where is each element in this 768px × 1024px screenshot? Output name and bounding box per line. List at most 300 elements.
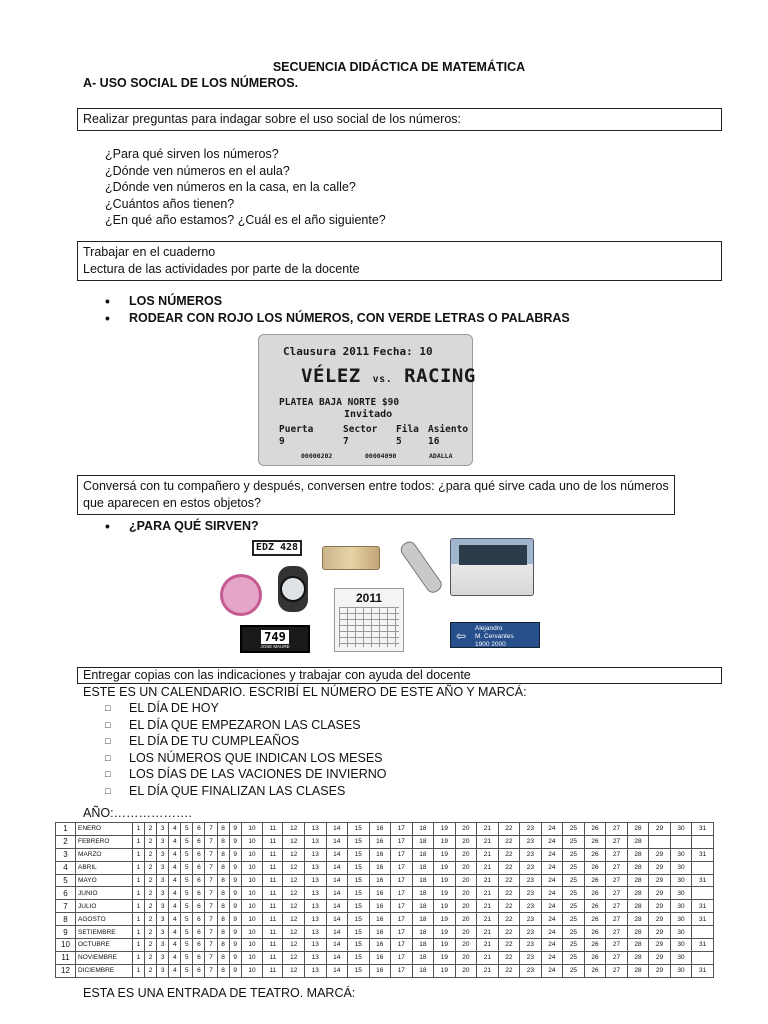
calendar-day-cell[interactable] [692,951,714,964]
calendar-day-cell[interactable]: 22 [498,964,520,977]
calendar-day-cell[interactable]: 25 [563,874,585,887]
calendar-day-cell[interactable]: 17 [391,951,413,964]
calendar-day-cell[interactable]: 24 [541,887,563,900]
calendar-day-cell[interactable]: 30 [670,913,692,926]
calendar-day-cell[interactable]: 31 [692,848,714,861]
calendar-day-cell[interactable]: 25 [563,887,585,900]
calendar-day-cell[interactable]: 10 [241,823,263,836]
calendar-day-cell[interactable]: 28 [627,939,649,952]
calendar-day-cell[interactable]: 5 [181,951,193,964]
calendar-day-cell[interactable]: 11 [263,835,283,848]
calendar-day-cell[interactable]: 13 [304,887,326,900]
calendar-day-cell[interactable]: 2 [145,874,157,887]
calendar-day-cell[interactable]: 3 [157,951,169,964]
calendar-day-cell[interactable]: 21 [477,900,499,913]
calendar-day-cell[interactable]: 9 [229,861,241,874]
calendar-day-cell[interactable]: 14 [326,823,348,836]
calendar-day-cell[interactable]: 15 [348,926,370,939]
calendar-day-cell[interactable]: 29 [649,913,671,926]
calendar-day-cell[interactable]: 13 [304,900,326,913]
calendar-day-cell[interactable]: 6 [193,913,205,926]
calendar-day-cell[interactable]: 26 [584,951,606,964]
calendar-day-cell[interactable]: 18 [412,848,434,861]
calendar-day-cell[interactable]: 9 [229,964,241,977]
calendar-day-cell[interactable]: 26 [584,874,606,887]
calendar-day-cell[interactable]: 21 [477,964,499,977]
calendar-day-cell[interactable]: 23 [520,887,542,900]
calendar-day-cell[interactable]: 11 [263,861,283,874]
calendar-day-cell[interactable]: 24 [541,951,563,964]
calendar-day-cell[interactable]: 27 [606,874,628,887]
calendar-day-cell[interactable]: 13 [304,861,326,874]
calendar-day-cell[interactable]: 30 [670,887,692,900]
calendar-day-cell[interactable] [692,835,714,848]
calendar-day-cell[interactable]: 13 [304,874,326,887]
calendar-day-cell[interactable]: 18 [412,900,434,913]
calendar-day-cell[interactable]: 23 [520,913,542,926]
calendar-day-cell[interactable]: 1 [133,823,145,836]
calendar-day-cell[interactable]: 28 [627,913,649,926]
calendar-day-cell[interactable]: 24 [541,926,563,939]
calendar-day-cell[interactable]: 22 [498,848,520,861]
calendar-day-cell[interactable]: 17 [391,887,413,900]
calendar-day-cell[interactable]: 1 [133,939,145,952]
calendar-day-cell[interactable] [692,887,714,900]
calendar-day-cell[interactable]: 19 [434,913,456,926]
calendar-day-cell[interactable]: 17 [391,823,413,836]
calendar-day-cell[interactable]: 28 [627,874,649,887]
calendar-day-cell[interactable]: 20 [455,823,477,836]
calendar-day-cell[interactable]: 3 [157,913,169,926]
calendar-day-cell[interactable]: 16 [369,939,391,952]
calendar-day-cell[interactable]: 10 [241,848,263,861]
calendar-day-cell[interactable]: 12 [283,874,305,887]
calendar-day-cell[interactable]: 3 [157,835,169,848]
calendar-day-cell[interactable]: 22 [498,913,520,926]
calendar-day-cell[interactable]: 25 [563,823,585,836]
calendar-day-cell[interactable]: 20 [455,964,477,977]
calendar-day-cell[interactable]: 21 [477,913,499,926]
calendar-day-cell[interactable]: 3 [157,964,169,977]
calendar-day-cell[interactable]: 6 [193,964,205,977]
calendar-day-cell[interactable]: 6 [193,874,205,887]
calendar-day-cell[interactable]: 10 [241,861,263,874]
calendar-day-cell[interactable]: 15 [348,823,370,836]
calendar-day-cell[interactable]: 4 [169,861,181,874]
calendar-day-cell[interactable]: 16 [369,951,391,964]
calendar-day-cell[interactable]: 12 [283,861,305,874]
calendar-day-cell[interactable]: 4 [169,848,181,861]
calendar-day-cell[interactable]: 7 [205,939,217,952]
calendar-day-cell[interactable]: 27 [606,964,628,977]
calendar-day-cell[interactable]: 5 [181,939,193,952]
calendar-day-cell[interactable]: 24 [541,823,563,836]
calendar-day-cell[interactable]: 21 [477,951,499,964]
calendar-day-cell[interactable]: 4 [169,939,181,952]
calendar-day-cell[interactable]: 28 [627,900,649,913]
calendar-day-cell[interactable]: 6 [193,835,205,848]
calendar-day-cell[interactable]: 1 [133,835,145,848]
calendar-day-cell[interactable]: 8 [217,823,229,836]
calendar-day-cell[interactable]: 16 [369,835,391,848]
calendar-day-cell[interactable]: 31 [692,874,714,887]
calendar-day-cell[interactable]: 8 [217,861,229,874]
calendar-day-cell[interactable]: 4 [169,913,181,926]
calendar-day-cell[interactable]: 12 [283,964,305,977]
calendar-day-cell[interactable]: 23 [520,848,542,861]
calendar-day-cell[interactable]: 31 [692,964,714,977]
calendar-day-cell[interactable]: 27 [606,926,628,939]
calendar-day-cell[interactable]: 24 [541,848,563,861]
calendar-day-cell[interactable]: 23 [520,964,542,977]
calendar-day-cell[interactable]: 12 [283,835,305,848]
calendar-day-cell[interactable]: 15 [348,874,370,887]
calendar-day-cell[interactable]: 4 [169,900,181,913]
calendar-day-cell[interactable]: 23 [520,900,542,913]
calendar-day-cell[interactable]: 30 [670,951,692,964]
calendar-day-cell[interactable]: 30 [670,964,692,977]
calendar-day-cell[interactable]: 30 [670,900,692,913]
calendar-day-cell[interactable]: 23 [520,861,542,874]
calendar-day-cell[interactable]: 2 [145,939,157,952]
calendar-day-cell[interactable]: 13 [304,823,326,836]
calendar-day-cell[interactable]: 9 [229,874,241,887]
calendar-day-cell[interactable]: 14 [326,939,348,952]
calendar-day-cell[interactable]: 6 [193,848,205,861]
calendar-day-cell[interactable]: 22 [498,835,520,848]
calendar-day-cell[interactable]: 23 [520,951,542,964]
calendar-day-cell[interactable]: 17 [391,964,413,977]
calendar-day-cell[interactable]: 13 [304,951,326,964]
calendar-day-cell[interactable]: 6 [193,900,205,913]
calendar-day-cell[interactable]: 11 [263,823,283,836]
calendar-day-cell[interactable]: 3 [157,939,169,952]
calendar-day-cell[interactable]: 26 [584,913,606,926]
calendar-day-cell[interactable]: 29 [649,823,671,836]
calendar-day-cell[interactable]: 1 [133,926,145,939]
calendar-day-cell[interactable]: 5 [181,926,193,939]
calendar-day-cell[interactable]: 15 [348,887,370,900]
calendar-day-cell[interactable]: 12 [283,887,305,900]
calendar-day-cell[interactable]: 15 [348,913,370,926]
calendar-day-cell[interactable]: 16 [369,887,391,900]
calendar-day-cell[interactable]: 12 [283,823,305,836]
calendar-day-cell[interactable]: 4 [169,951,181,964]
calendar-day-cell[interactable]: 8 [217,926,229,939]
calendar-day-cell[interactable]: 10 [241,835,263,848]
calendar-day-cell[interactable]: 15 [348,848,370,861]
calendar-day-cell[interactable]: 13 [304,835,326,848]
calendar-day-cell[interactable]: 3 [157,926,169,939]
calendar-day-cell[interactable]: 11 [263,887,283,900]
calendar-day-cell[interactable]: 28 [627,926,649,939]
calendar-day-cell[interactable]: 6 [193,951,205,964]
calendar-day-cell[interactable]: 10 [241,964,263,977]
calendar-day-cell[interactable]: 25 [563,835,585,848]
calendar-day-cell[interactable]: 16 [369,861,391,874]
calendar-day-cell[interactable]: 5 [181,900,193,913]
calendar-day-cell[interactable]: 29 [649,926,671,939]
calendar-day-cell[interactable]: 14 [326,964,348,977]
calendar-day-cell[interactable]: 12 [283,848,305,861]
calendar-day-cell[interactable]: 23 [520,926,542,939]
calendar-day-cell[interactable]: 24 [541,835,563,848]
calendar-day-cell[interactable] [692,926,714,939]
calendar-day-cell[interactable]: 30 [670,926,692,939]
calendar-day-cell[interactable]: 16 [369,926,391,939]
calendar-day-cell[interactable]: 14 [326,951,348,964]
calendar-day-cell[interactable]: 29 [649,861,671,874]
calendar-day-cell[interactable]: 8 [217,939,229,952]
calendar-day-cell[interactable]: 21 [477,874,499,887]
calendar-day-cell[interactable]: 31 [692,939,714,952]
calendar-day-cell[interactable]: 17 [391,848,413,861]
calendar-day-cell[interactable]: 28 [627,823,649,836]
calendar-day-cell[interactable]: 8 [217,900,229,913]
calendar-day-cell[interactable]: 14 [326,887,348,900]
calendar-day-cell[interactable]: 18 [412,887,434,900]
calendar-day-cell[interactable]: 20 [455,926,477,939]
calendar-day-cell[interactable]: 30 [670,874,692,887]
calendar-day-cell[interactable]: 29 [649,887,671,900]
calendar-day-cell[interactable]: 26 [584,964,606,977]
calendar-day-cell[interactable]: 8 [217,913,229,926]
calendar-day-cell[interactable]: 17 [391,926,413,939]
calendar-day-cell[interactable]: 2 [145,951,157,964]
calendar-day-cell[interactable]: 27 [606,913,628,926]
calendar-day-cell[interactable]: 30 [670,861,692,874]
calendar-day-cell[interactable]: 6 [193,926,205,939]
calendar-day-cell[interactable]: 18 [412,861,434,874]
calendar-day-cell[interactable]: 18 [412,951,434,964]
calendar-day-cell[interactable]: 24 [541,913,563,926]
calendar-day-cell[interactable]: 10 [241,926,263,939]
calendar-day-cell[interactable]: 6 [193,887,205,900]
calendar-day-cell[interactable]: 4 [169,926,181,939]
calendar-day-cell[interactable]: 6 [193,823,205,836]
calendar-day-cell[interactable]: 11 [263,874,283,887]
calendar-day-cell[interactable]: 20 [455,951,477,964]
calendar-day-cell[interactable]: 25 [563,964,585,977]
calendar-day-cell[interactable]: 9 [229,926,241,939]
calendar-day-cell[interactable]: 29 [649,848,671,861]
calendar-day-cell[interactable]: 25 [563,861,585,874]
calendar-day-cell[interactable]: 9 [229,848,241,861]
calendar-day-cell[interactable]: 24 [541,874,563,887]
calendar-day-cell[interactable]: 2 [145,861,157,874]
calendar-day-cell[interactable]: 8 [217,951,229,964]
calendar-day-cell[interactable] [692,861,714,874]
calendar-day-cell[interactable]: 5 [181,823,193,836]
calendar-day-cell[interactable]: 30 [670,823,692,836]
calendar-day-cell[interactable]: 17 [391,913,413,926]
calendar-day-cell[interactable]: 13 [304,939,326,952]
calendar-day-cell[interactable]: 19 [434,823,456,836]
calendar-day-cell[interactable]: 7 [205,951,217,964]
calendar-day-cell[interactable]: 22 [498,939,520,952]
calendar-day-cell[interactable]: 19 [434,964,456,977]
calendar-day-cell[interactable]: 10 [241,887,263,900]
calendar-day-cell[interactable]: 3 [157,887,169,900]
calendar-day-cell[interactable]: 21 [477,926,499,939]
calendar-day-cell[interactable]: 3 [157,823,169,836]
calendar-day-cell[interactable]: 5 [181,861,193,874]
calendar-day-cell[interactable]: 4 [169,835,181,848]
calendar-day-cell[interactable]: 2 [145,913,157,926]
calendar-day-cell[interactable]: 19 [434,900,456,913]
calendar-day-cell[interactable]: 22 [498,861,520,874]
calendar-day-cell[interactable]: 5 [181,848,193,861]
calendar-day-cell[interactable]: 27 [606,848,628,861]
calendar-day-cell[interactable]: 9 [229,823,241,836]
calendar-day-cell[interactable]: 9 [229,913,241,926]
calendar-day-cell[interactable]: 25 [563,951,585,964]
calendar-day-cell[interactable]: 2 [145,823,157,836]
calendar-day-cell[interactable]: 14 [326,874,348,887]
calendar-day-cell[interactable]: 13 [304,848,326,861]
calendar-day-cell[interactable]: 5 [181,964,193,977]
calendar-day-cell[interactable]: 20 [455,835,477,848]
calendar-day-cell[interactable]: 3 [157,861,169,874]
calendar-day-cell[interactable]: 28 [627,951,649,964]
calendar-day-cell[interactable]: 18 [412,913,434,926]
calendar-day-cell[interactable]: 2 [145,926,157,939]
calendar-day-cell[interactable]: 1 [133,951,145,964]
calendar-day-cell[interactable]: 23 [520,874,542,887]
calendar-day-cell[interactable]: 19 [434,887,456,900]
calendar-day-cell[interactable]: 10 [241,939,263,952]
calendar-day-cell[interactable]: 28 [627,861,649,874]
calendar-day-cell[interactable]: 12 [283,951,305,964]
calendar-day-cell[interactable]: 24 [541,964,563,977]
calendar-day-cell[interactable]: 11 [263,926,283,939]
calendar-day-cell[interactable]: 26 [584,835,606,848]
calendar-day-cell[interactable]: 14 [326,861,348,874]
calendar-day-cell[interactable]: 27 [606,939,628,952]
calendar-day-cell[interactable]: 11 [263,964,283,977]
calendar-day-cell[interactable]: 22 [498,900,520,913]
calendar-day-cell[interactable]: 28 [627,964,649,977]
calendar-day-cell[interactable]: 16 [369,874,391,887]
calendar-day-cell[interactable]: 22 [498,823,520,836]
calendar-day-cell[interactable]: 17 [391,835,413,848]
calendar-day-cell[interactable]: 5 [181,913,193,926]
calendar-day-cell[interactable]: 7 [205,887,217,900]
calendar-day-cell[interactable]: 5 [181,835,193,848]
calendar-day-cell[interactable]: 21 [477,835,499,848]
calendar-day-cell[interactable]: 3 [157,874,169,887]
calendar-day-cell[interactable]: 26 [584,939,606,952]
calendar-day-cell[interactable]: 15 [348,861,370,874]
calendar-day-cell[interactable]: 16 [369,913,391,926]
calendar-day-cell[interactable]: 10 [241,951,263,964]
calendar-day-cell[interactable]: 19 [434,848,456,861]
calendar-day-cell[interactable]: 20 [455,913,477,926]
calendar-day-cell[interactable]: 20 [455,848,477,861]
calendar-day-cell[interactable]: 25 [563,848,585,861]
calendar-day-cell[interactable]: 28 [627,835,649,848]
calendar-day-cell[interactable]: 25 [563,926,585,939]
calendar-day-cell[interactable]: 19 [434,835,456,848]
calendar-day-cell[interactable]: 31 [692,913,714,926]
calendar-day-cell[interactable]: 11 [263,848,283,861]
calendar-day-cell[interactable]: 16 [369,848,391,861]
calendar-day-cell[interactable]: 26 [584,861,606,874]
calendar-day-cell[interactable]: 16 [369,900,391,913]
calendar-day-cell[interactable]: 1 [133,900,145,913]
calendar-day-cell[interactable]: 1 [133,887,145,900]
calendar-day-cell[interactable]: 31 [692,823,714,836]
calendar-day-cell[interactable]: 17 [391,939,413,952]
calendar-day-cell[interactable]: 4 [169,887,181,900]
calendar-day-cell[interactable]: 5 [181,874,193,887]
calendar-day-cell[interactable]: 21 [477,887,499,900]
calendar-day-cell[interactable]: 25 [563,900,585,913]
calendar-day-cell[interactable]: 2 [145,848,157,861]
calendar-day-cell[interactable]: 24 [541,861,563,874]
calendar-day-cell[interactable]: 16 [369,823,391,836]
calendar-day-cell[interactable]: 6 [193,861,205,874]
calendar-day-cell[interactable]: 20 [455,939,477,952]
calendar-day-cell[interactable]: 13 [304,913,326,926]
calendar-day-cell[interactable]: 25 [563,939,585,952]
calendar-day-cell[interactable]: 13 [304,926,326,939]
calendar-day-cell[interactable]: 27 [606,861,628,874]
calendar-day-cell[interactable]: 29 [649,900,671,913]
calendar-day-cell[interactable]: 19 [434,939,456,952]
calendar-day-cell[interactable]: 26 [584,887,606,900]
calendar-day-cell[interactable]: 12 [283,926,305,939]
calendar-day-cell[interactable]: 4 [169,874,181,887]
calendar-day-cell[interactable]: 17 [391,900,413,913]
calendar-day-cell[interactable]: 14 [326,835,348,848]
calendar-day-cell[interactable]: 2 [145,835,157,848]
calendar-day-cell[interactable]: 7 [205,861,217,874]
calendar-day-cell[interactable]: 19 [434,861,456,874]
calendar-day-cell[interactable]: 8 [217,848,229,861]
calendar-day-cell[interactable]: 3 [157,848,169,861]
calendar-day-cell[interactable]: 1 [133,964,145,977]
calendar-day-cell[interactable]: 30 [670,848,692,861]
calendar-day-cell[interactable]: 20 [455,887,477,900]
calendar-day-cell[interactable]: 15 [348,964,370,977]
calendar-day-cell[interactable]: 17 [391,874,413,887]
calendar-day-cell[interactable]: 8 [217,835,229,848]
calendar-day-cell[interactable]: 15 [348,951,370,964]
calendar-day-cell[interactable]: 19 [434,874,456,887]
calendar-day-cell[interactable]: 14 [326,926,348,939]
calendar-day-cell[interactable]: 21 [477,823,499,836]
calendar-day-cell[interactable]: 13 [304,964,326,977]
calendar-day-cell[interactable]: 14 [326,913,348,926]
calendar-day-cell[interactable] [670,835,692,848]
calendar-day-cell[interactable]: 25 [563,913,585,926]
calendar-day-cell[interactable]: 20 [455,900,477,913]
calendar-day-cell[interactable]: 22 [498,951,520,964]
calendar-day-cell[interactable]: 18 [412,939,434,952]
calendar-day-cell[interactable]: 18 [412,874,434,887]
calendar-day-cell[interactable]: 24 [541,939,563,952]
calendar-day-cell[interactable]: 24 [541,900,563,913]
calendar-day-cell[interactable]: 6 [193,939,205,952]
calendar-day-cell[interactable]: 8 [217,887,229,900]
calendar-day-cell[interactable]: 5 [181,887,193,900]
calendar-day-cell[interactable]: 18 [412,926,434,939]
calendar-day-cell[interactable]: 4 [169,823,181,836]
calendar-day-cell[interactable]: 21 [477,861,499,874]
calendar-day-cell[interactable]: 9 [229,887,241,900]
calendar-day-cell[interactable]: 23 [520,939,542,952]
